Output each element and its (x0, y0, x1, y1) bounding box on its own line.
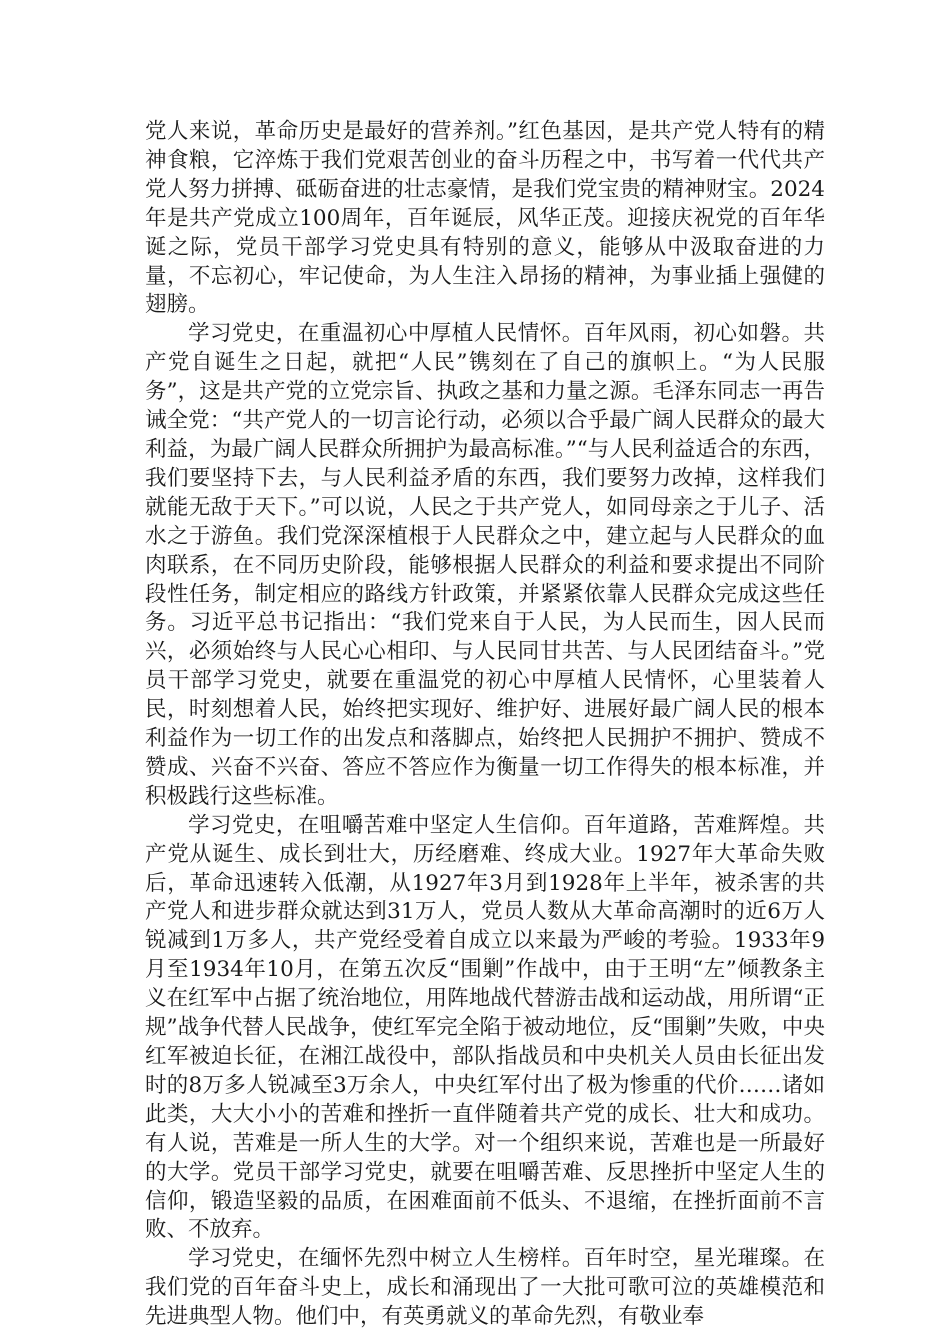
document-body (145, 118, 825, 1332)
paragraph-intro: 党人来说，革命历史是最好的营养剂。”红色基因，是共产党人特有的精神食粮，它淬炼于我们党艰苦创业的奋斗历程之中，书写着一代代共产党人努力拼搏、砥砺奋进的壮志豪情，是我们党宝贵的精神财宝。2024年是共产党成立100周年，百年诞辰，风华正茂。迎接庆祝党的百年华诞之际，党员干部学习党史具有特别的意义，能够从中汲取奋进的力量，不忘初心，牢记使命，为人生注入昂扬的精神，为事业插上强健的翅膀。 (145, 119, 825, 318)
paragraph-people-feelings: 学习党史，在重温初心中厚植人民情怀。百年风雨，初心如磐。共产党自诞生之日起，就把“人民”镌刻在了自己的旗帜上。“为人民服务”，这是共产党的立党宗旨、执政之基和力量之源。毛泽东同志一再告诫全党：“共产党人的一切言论行动，必须以合乎最广阔人民群众的最大利益，为最广阔人民群众所拥护为最高标准。”“与人民利益适合的东西，我们要坚持下去，与人民利益矛盾的东西，我们要努力改掉，这样我们就能无敌于天下。”可以说，人民之于共产党人，如同母亲之于儿子、活水之于游鱼。我们党深深植根于人民群众之中，建立起与人民群众的血肉联系，在不同历史阶段，能够根据人民群众的利益和要求提出不同阶段性任务，制定相应的路线方针政策，并紧紧依靠人民群众完成这些任务。习近平总书记指出：“我们党来自于人民，为人民而生，因人民而兴，必须始终与人民心心相印、与人民同甘共苦、与人民团结奋斗。”党员干部学习党史，就要在重温党的初心中厚植人民情怀，心里装着人民，时刻想着人民，始终把实现好、维护好、进展好最广阔人民的根本利益作为一切工作的出发点和落脚点，始终把人民拥护不拥护、赞成不赞成、兴奋不兴奋、答应不答应作为衡量一切工作得失的根本标准，并积极践行这些标准。 (145, 321, 825, 809)
paragraph-martyrs-role-models: 学习党史，在缅怀先烈中树立人生榜样。百年时空，星光璀璨。在我们党的百年奋斗史上，成长和涌现出了一大批可歌可泣的英雄模范和先进典型人物。他们中，有英勇就义的革命先烈，有敬业奉 (145, 1246, 825, 1330)
paragraph-hardship-faith: 学习党史，在咀嚼苦难中坚定人生信仰。百年道路，苦难辉煌。共产党从诞生、成长到壮大，历经磨难、终成大业。1927年大革命失败后，革命迅速转入低潮，从1927年3月到1928年上半年，被杀害的共产党人和进步群众就达到31万人，党员人数从大革命高潮时的近6万人锐减到1万多人，共产党经受着自成立以来最为严峻的考验。1933年9月至1934年10月，在第五次反“围剿”作战中，由于王明“左”倾教条主义在红军中占据了统治地位，用阵地战代替游击战和运动战，用所谓“正规”战争代替人民战争，使红军完全陷于被动地位，反“围剿”失败，中央红军被迫长征，在湘江战役中，部队指战员和中央机关人员由长征出发时的8万多人锐减至3万余人，中央红军付出了极为惨重的代价……诸如此类，大大小小的苦难和挫折一直伴随着共产党的成长、壮大和成功。有人说，苦难是一所人生的大学。对一个组织来说，苦难也是一所最好的大学。党员干部学习党史，就要在咀嚼苦难、反思挫折中坚定人生的信仰，锻造坚毅的品质，在困难面前不低头、不退缩，在挫折面前不言败、不放弃。 (145, 812, 826, 1243)
